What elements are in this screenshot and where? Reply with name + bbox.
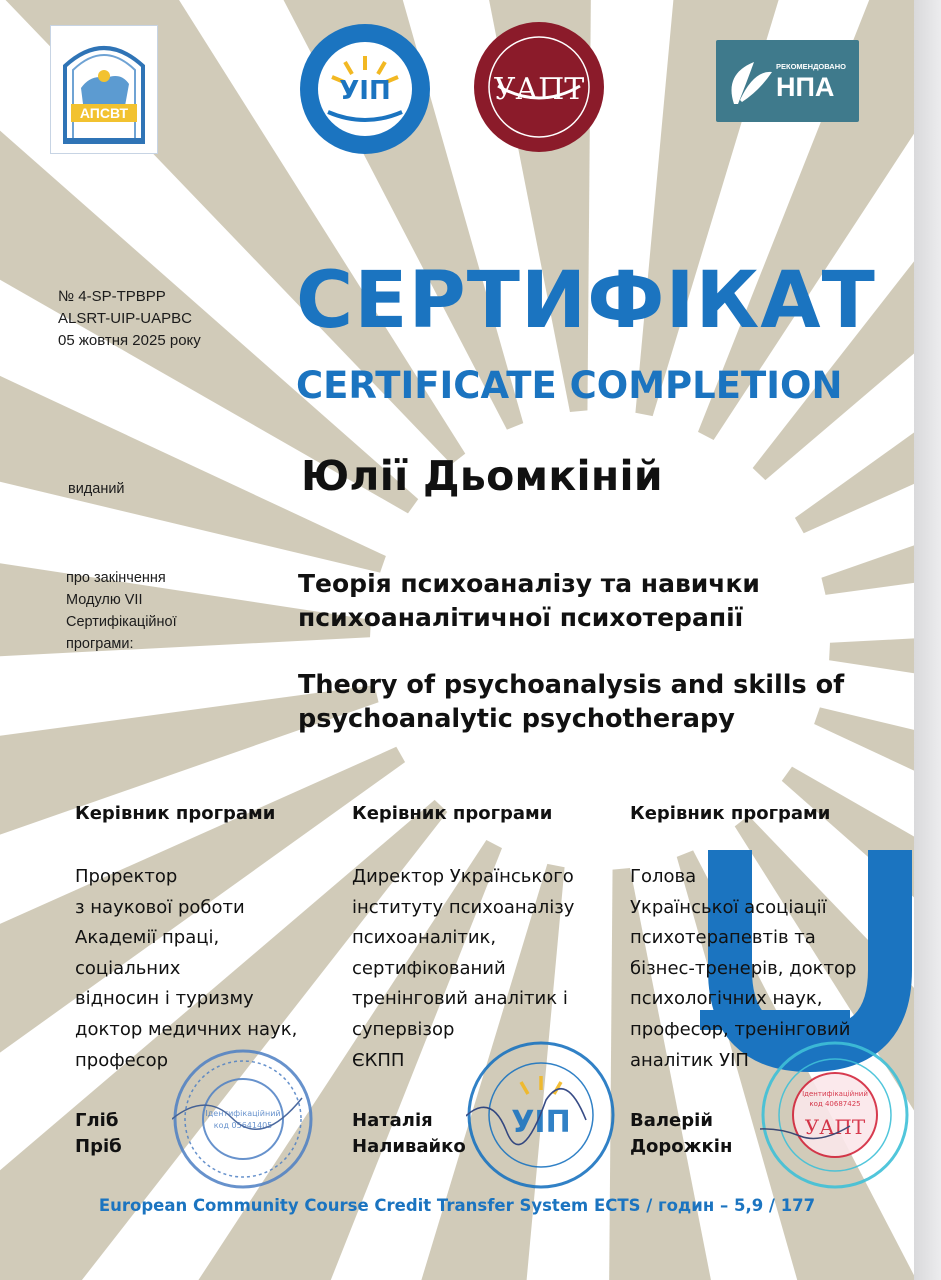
apsvt-logo-text: АПСВТ [79,105,129,121]
signer-1: Гліб Пріб [75,1110,122,1157]
signer-3: Валерій Дорожкін [630,1110,733,1157]
issued-label: виданий [68,481,125,497]
recipient-name: Юлії Дьомкіній [301,452,663,500]
director-heading: Керівник програми [630,803,831,824]
npa-logo-small: РЕКОМЕНДОВАНО [776,62,846,71]
uip-logo [298,22,432,156]
apsvt-logo [50,25,158,154]
apsvt-arch-icon [51,26,157,153]
footer-ects: European Community Course Credit Transfer System ECTS / годин – 5,9 / 177 [98,1196,816,1215]
page-edge [914,0,941,1280]
academy-seal-stamp [172,1048,314,1190]
module-label: про закінчення Модулю VII Сертифікаційної програми: [66,570,177,652]
course-title-ua: Теорія психоаналізу та навички психоаналітичної психотерапії [298,569,760,632]
uip-logo-center: УІП [339,76,391,106]
director-position: Проректор з наукової роботи Академії праці, соціальних відносин і туризму доктор медичних наук, професор [75,866,298,1071]
certificate-date: 05 жовтня 2025 року [58,332,201,349]
stamp-right-center: УАПТ [804,1115,866,1139]
uapt-seal-stamp [760,1040,910,1190]
certificate-number: № 4-SP-TPBPP [58,288,166,305]
signer-2: Наталія Наливайко [352,1110,466,1157]
director-position: Директор Українського інституту психоаналізу психоаналітик, сертифікований тренінговий аналітик і супервізор ЄКПП [352,866,575,1071]
uapt-logo [472,20,606,154]
director-heading: Керівник програми [75,803,276,824]
npa-logo-big: НПА [776,72,835,102]
stamp-right-text-bottom: код 40687425 [809,1100,861,1108]
stamp-left-text-bottom: код 05641405 [213,1121,273,1130]
certificate-subtitle: CERTIFICATE COMPLETION [296,364,843,407]
certificate-title: СЕРТИФІКАТ [296,256,876,346]
director-column-3 [630,803,900,1076]
uapt-logo-center: УАПТ [493,72,585,107]
stamp-middle-center: УІП [511,1105,571,1140]
uip-seal-stamp [466,1040,616,1190]
npa-logo [716,40,859,122]
director-position: Голова Української асоціації психотерапевтів та бізнес-тренерів, доктор психологічних наук, професор, тренінговий аналітик УІП [630,866,857,1071]
director-column-2 [352,803,612,1076]
director-column-1 [75,803,335,1076]
certificate-meta [58,286,201,352]
director-heading: Керівник програми [352,803,553,824]
stamp-left-text-top: Ідентифікаційний [205,1109,281,1118]
npa-leaf-icon [724,54,774,110]
certificate-code: ALSRT-UIP-UAPBC [58,310,192,327]
course-title-en: Theory of psychoanalysis and skills of psychoanalytic psychotherapy [298,670,845,734]
stamp-right-text-top: Ідентифікаційний [802,1090,868,1098]
